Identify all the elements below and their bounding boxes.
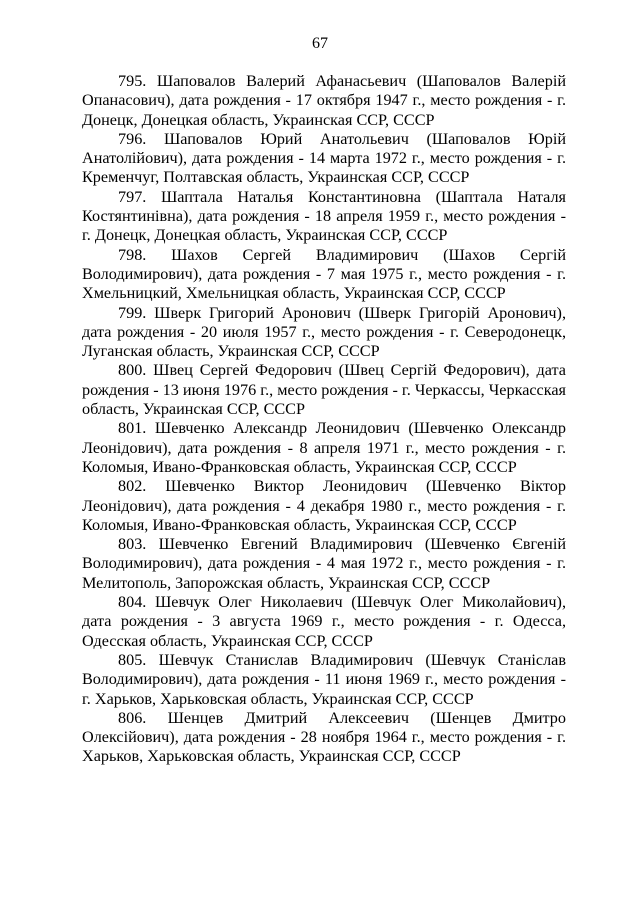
list-item: 802. Шевченко Виктор Леонидович (Шевченко Віктор Леонідович), дата рождения - 4 декабря 1980 г., место рождения - г. Коломыя, Ивано-Франковская область, Украинская ССР, СССР xyxy=(82,477,566,534)
list-item: 799. Шверк Григорий Аронович (Шверк Григорій Аронович), дата рождения - 20 июля 1957 г., место рождения - г. Северодонецк, Луганская область, Украинская ССР, СССР xyxy=(82,303,566,361)
list-item: 797. Шаптала Наталья Константиновна (Шаптала Наталя Костянтинівна), дата рождения - 18 апреля 1959 г., место рождения - г. Донецк, Донецкая область, Украинская ССР, СССР xyxy=(82,187,566,245)
list-item: 804. Шевчук Олег Николаевич (Шевчук Олег Миколайович), дата рождения - 3 августа 1969 г., место рождения - г. Одесса, Одесская область, Украинская ССР, СССР xyxy=(82,593,566,650)
list-item: 800. Швец Сергей Федорович (Швец Сергій Федорович), дата рождения - 13 июня 1976 г., место рождения - г. Черкассы, Черкасская область, Украинская ССР, СССР xyxy=(82,361,566,419)
list-item: 798. Шахов Сергей Владимирович (Шахов Сергій Володимирович), дата рождения - 7 мая 1975 г., место рождения - г. Хмельницкий, Хмельницкая область, Украинская ССР, СССР xyxy=(82,245,566,303)
list-item: 803. Шевченко Евгений Владимирович (Шевченко Євгеній Володимирович), дата рождения - 4 мая 1972 г., место рождения - г. Мелитополь, Запорожская область, Украинская ССР, СССР xyxy=(82,535,566,592)
list-item: 805. Шевчук Станислав Владимирович (Шевчук Станіслав Володимирович), дата рождения - 11 июня 1969 г., место рождения - г. Харьков, Харьковская область, Украинская ССР, СССР xyxy=(82,650,566,708)
list-item: 795. Шаповалов Валерий Афанасьевич (Шаповалов Валерій Опанасович), дата рождения - 17 октября 1947 г., место рождения - г. Донецк, Донецкая область, Украинская ССР, СССР xyxy=(82,72,566,129)
entry-list xyxy=(82,72,566,767)
list-item: 801. Шевченко Александр Леонидович (Шевченко Олександр Леонідович), дата рождения - 8 апреля 1971 г., место рождения - г. Коломыя, Ивано-Франковская область, Украинская ССР, СССР xyxy=(82,419,566,476)
page-number: 67 xyxy=(312,35,328,52)
list-item: 796. Шаповалов Юрий Анатольевич (Шаповалов Юрій Анатолійович), дата рождения - 14 марта 1972 г., место рождения - г. Кременчуг, Полтавская область, Украинская ССР, СССР xyxy=(82,129,566,187)
list-item: 806. Шенцев Дмитрий Алексеевич (Шенцев Дмитро Олексійович), дата рождения - 28 ноября 1964 г., место рождения - г. Харьков, Харьковская область, Украинская ССР, СССР xyxy=(82,708,566,766)
